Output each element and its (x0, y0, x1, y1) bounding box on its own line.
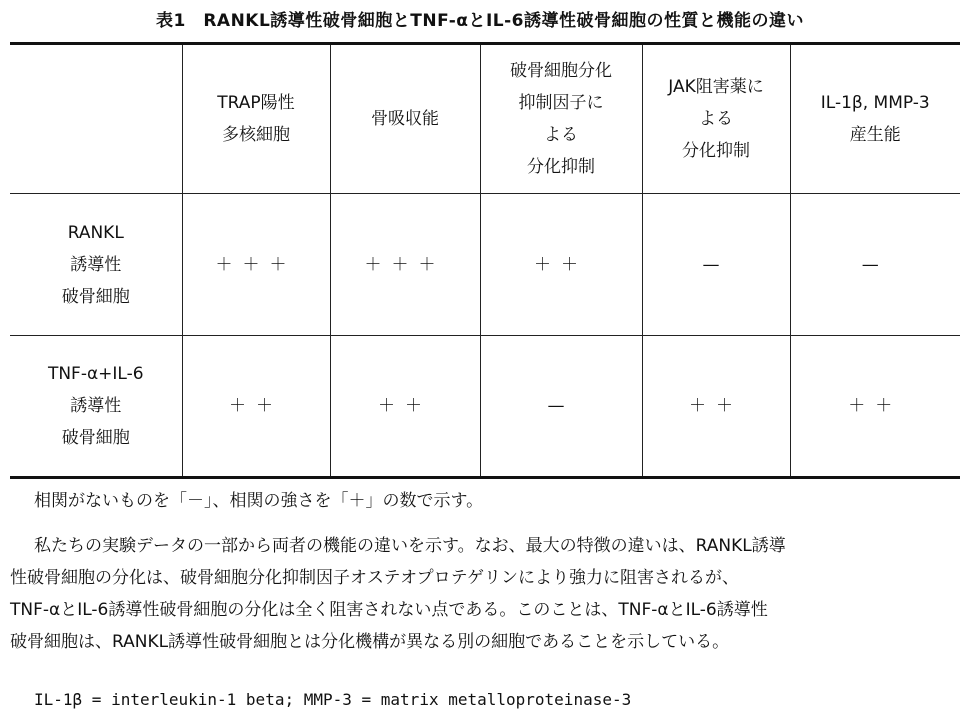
paragraph-line: 性破骨細胞の分化は、破骨細胞分化抑制因子オステオプロテゲリンにより強力に阻害されるが、 (10, 568, 739, 588)
table-header-row (10, 44, 960, 194)
header-empty (10, 44, 182, 194)
table-cell: ＋＋＋ (330, 194, 480, 336)
header-opg-inhibition: 破骨細胞分化 抑制因子に よる 分化抑制 (480, 44, 642, 194)
row-label-tnf-il6: TNF-α+IL-6 誘導性 破骨細胞 (10, 336, 182, 478)
table-title: 表1 RANKL誘導性破骨細胞とTNF-αとIL-6誘導性破骨細胞の性質と機能の違い (156, 11, 804, 31)
table-cell: ＋＋ (330, 336, 480, 478)
explanation-paragraph (10, 530, 960, 658)
row-label-rankl: RANKL 誘導性 破骨細胞 (10, 194, 182, 336)
table-cell: — (642, 194, 790, 336)
header-jak-inhibition: JAK阻害薬に よる 分化抑制 (642, 44, 790, 194)
abbreviations: IL-1β = interleukin-1 beta; MMP-3 = matrix metalloproteinase-3 (34, 690, 632, 709)
table-cell: — (480, 336, 642, 478)
comparison-table (10, 42, 960, 479)
header-cytokine-production: IL-1β, MMP-3 産生能 (790, 44, 960, 194)
table-row (10, 336, 960, 478)
table-cell: ＋＋ (480, 194, 642, 336)
paragraph-line: 破骨細胞は、RANKL誘導性破骨細胞とは分化機構が異なる別の細胞であることを示している。 (10, 632, 730, 652)
table-cell: ＋＋＋ (182, 194, 330, 336)
table-note: 相関がないものを「－」、相関の強さを「＋」の数で示す。 (34, 491, 484, 511)
table-cell: ＋＋ (790, 336, 960, 478)
table-cell: ＋＋ (642, 336, 790, 478)
paragraph-line: 私たちの実験データの一部から両者の機能の違いを示す。なお、最大の特徴の違いは、RANKL誘導 (34, 536, 786, 556)
table-row (10, 194, 960, 336)
table-cell: ＋＋ (182, 336, 330, 478)
header-trap: TRAP陽性 多核細胞 (182, 44, 330, 194)
paragraph-line: TNF-αとIL-6誘導性破骨細胞の分化は全く阻害されない点である。このことは、TNF-αとIL-6誘導性 (10, 600, 768, 620)
header-bone-resorption: 骨吸収能 (330, 44, 480, 194)
table-cell: — (790, 194, 960, 336)
